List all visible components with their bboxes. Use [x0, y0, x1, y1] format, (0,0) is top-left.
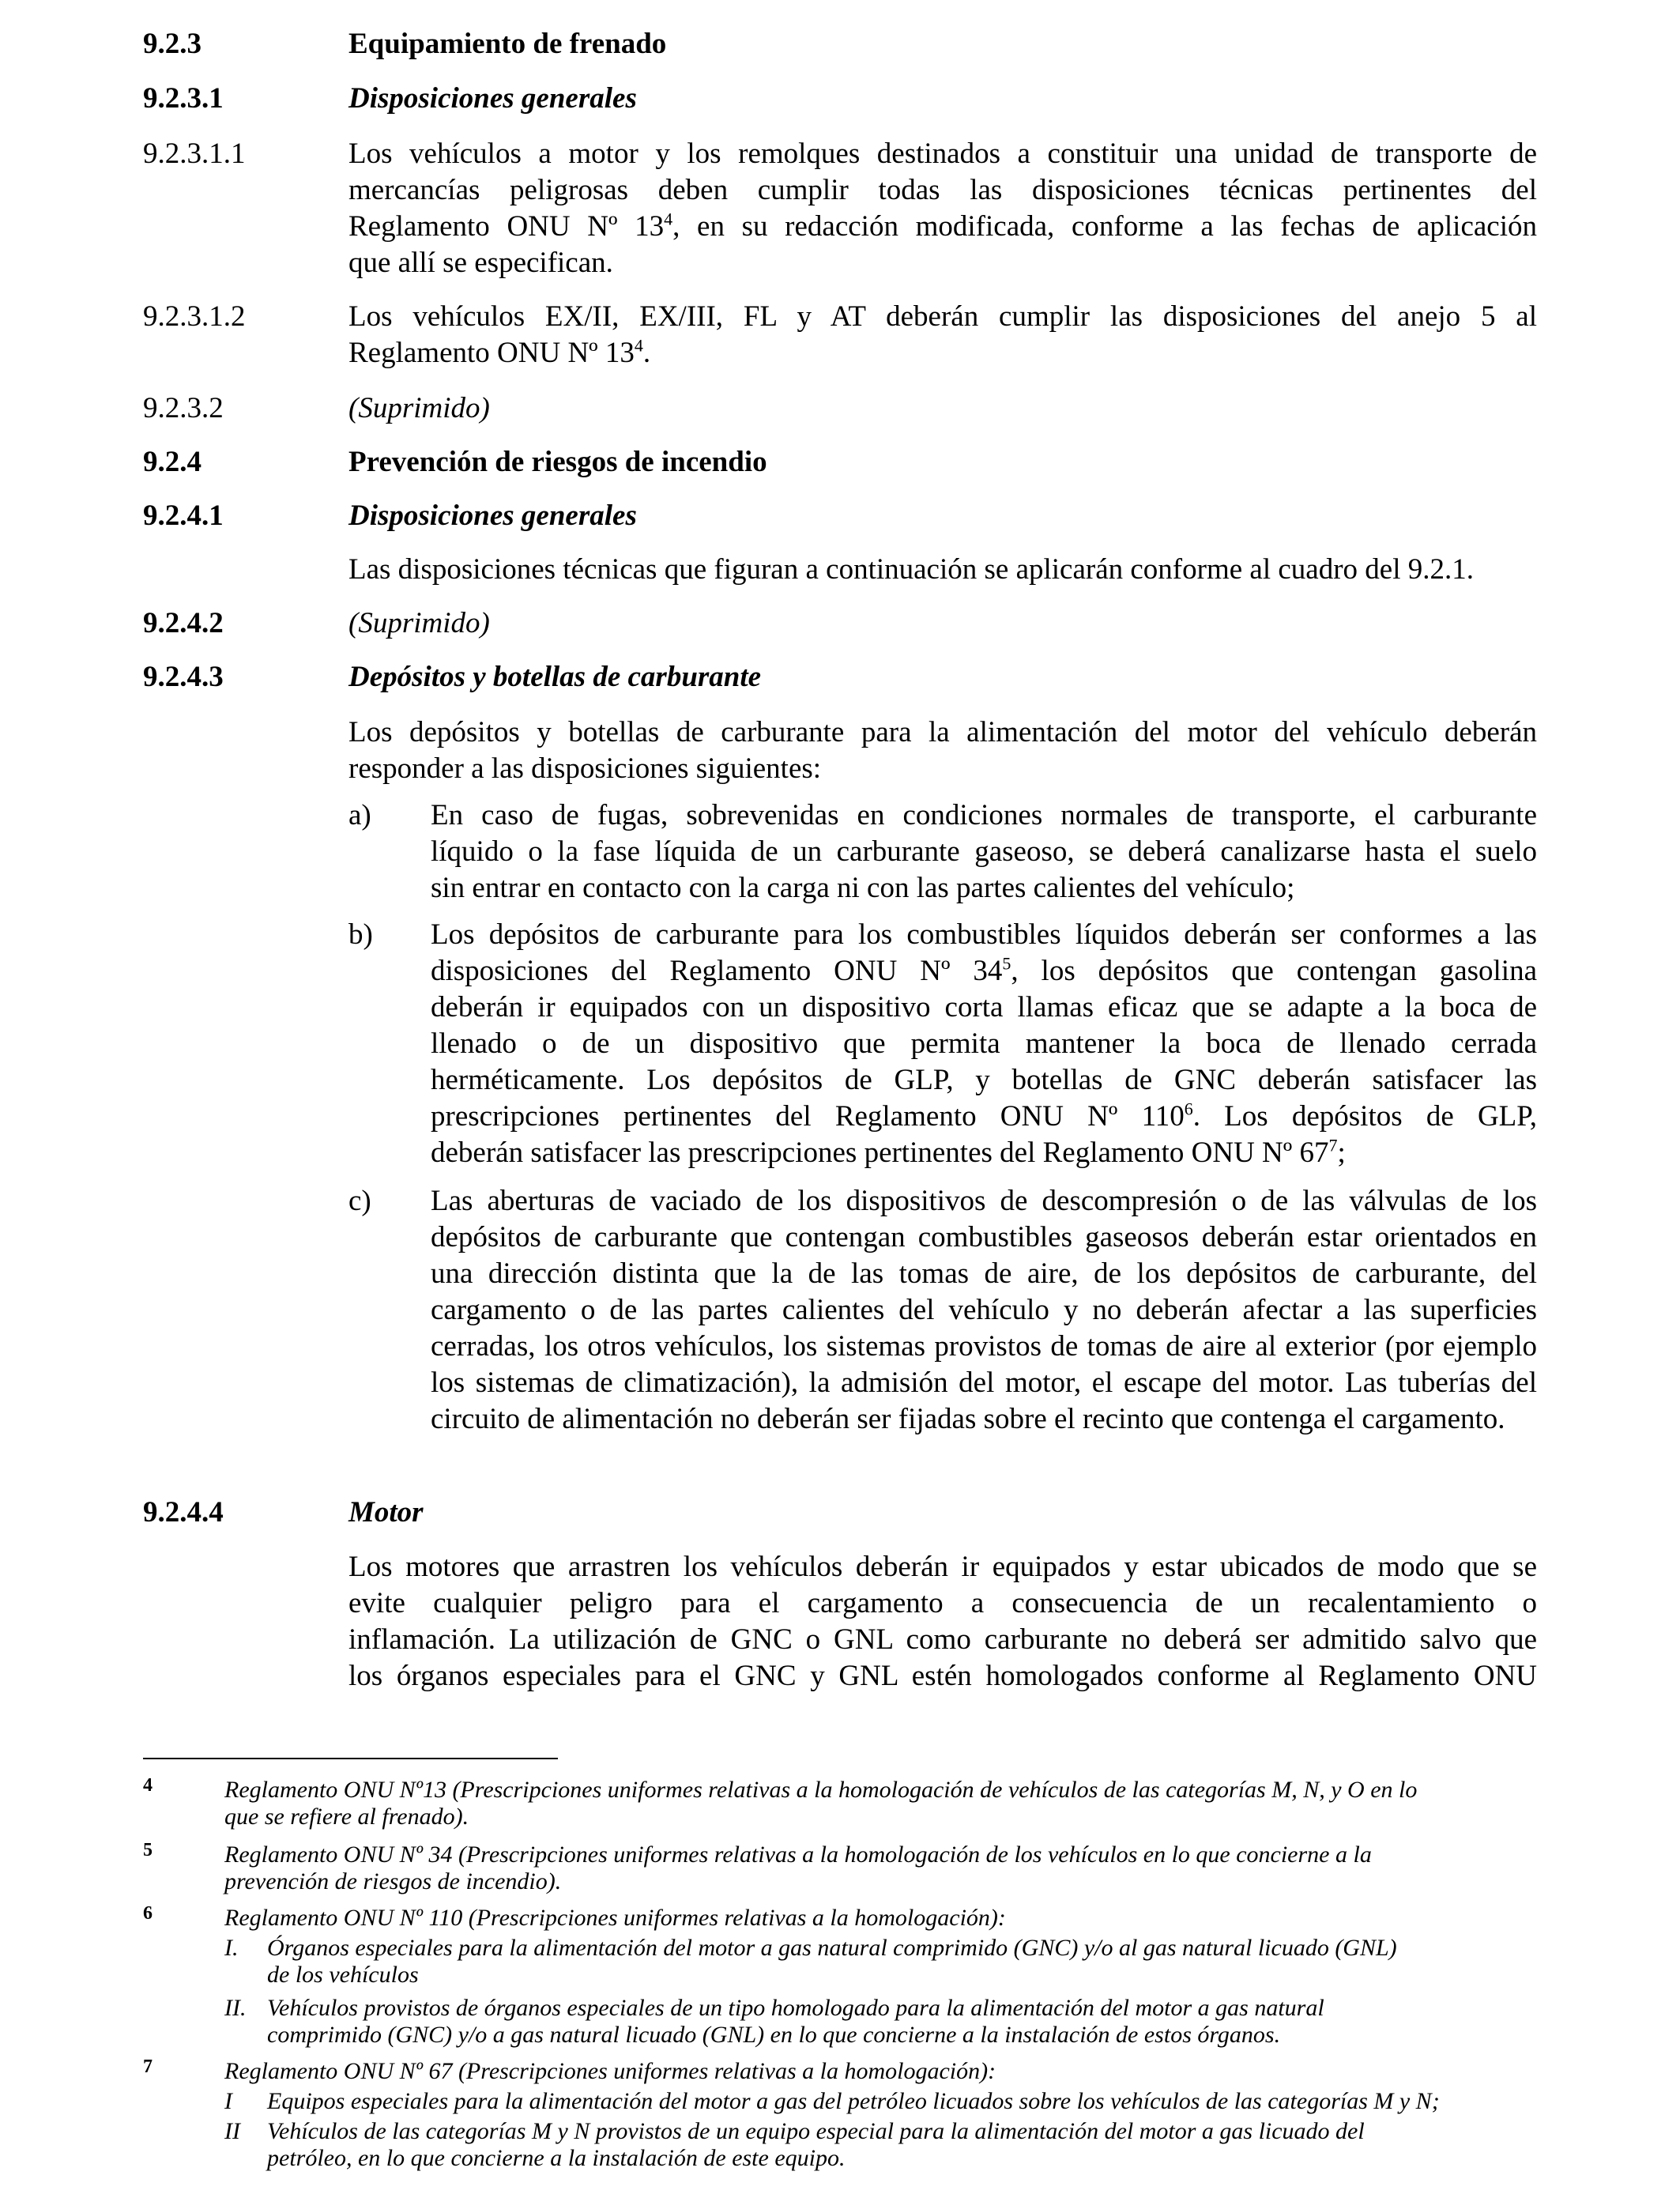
list-item-a [431, 797, 1537, 907]
text-line: Los motores que arrastren los vehículos deberán ir equipados y estar ubicados de modo que se [348, 1551, 1537, 1583]
footnote-number: 5 [143, 1840, 153, 1860]
text-line: En caso de fugas, sobrevenidas en condiciones normales de transporte, el carburante [431, 799, 1537, 831]
section-title: Equipamiento de frenado [348, 28, 667, 60]
text-line: sin entrar en contacto con la carga ni con las partes calientes del vehículo; [431, 872, 1295, 904]
text-line: Los depósitos y botellas de carburante para la alimentación del motor del vehículo deberán [348, 716, 1537, 748]
text-line: Las aberturas de vaciado de los dispositivos de descompresión o de las válvulas de los [431, 1185, 1537, 1217]
footnote-line: Reglamento ONU Nº 67 (Prescripciones uniformes relativas a la homologación): [224, 2058, 996, 2084]
text-line: deberán ir equipados con un dispositivo corta llamas eficaz que se adapte a la boca de [431, 991, 1537, 1023]
footnote-line: de los vehículos [267, 1962, 419, 1988]
footnote-number: 7 [143, 2056, 153, 2077]
paragraph-9-2-3-1-2 [348, 299, 1537, 371]
text-line: mercancías peligrosas deben cumplir todas las disposiciones técnicas pertinentes del [348, 174, 1537, 206]
text-line: herméticamente. Los depósitos de GLP, y botellas de GNC deberán satisfacer las [431, 1064, 1537, 1096]
footnote-separator [143, 1758, 558, 1759]
text-line: los sistemas de climatización), la admisión del motor, el escape del motor. Las tuberías del [431, 1367, 1537, 1399]
section-number: 9.2.4.2 [143, 607, 224, 639]
footnote-ref: 6 [1184, 1099, 1193, 1119]
footnote-ref: 4 [634, 335, 643, 356]
text-line: llenado o de un dispositivo que permita mantener la boca de llenado cerrada [431, 1027, 1537, 1060]
paragraph-9-2-3-1-1 [348, 136, 1537, 281]
footnote-ref: 5 [1002, 953, 1011, 974]
footnote-6 [224, 1905, 1536, 1932]
footnote-sublabel: II [224, 2118, 240, 2144]
section-number: 9.2.3.1.1 [143, 138, 246, 170]
text-line: responder a las disposiciones siguientes: [348, 752, 822, 785]
text-line: cerradas, los otros vehículos, los sistemas provistos de tomas de aire al exterior (por ejemplo [431, 1330, 1537, 1363]
footnote-number: 4 [143, 1775, 153, 1796]
footnote-line: Reglamento ONU Nº13 (Prescripciones uniformes relativas a la homologación de vehículos de las categorías M, N, y O en lo [224, 1777, 1418, 1803]
paragraph-9-2-4-3-intro [348, 714, 1537, 787]
footnote-line: Vehículos provistos de órganos especiales de un tipo homologado para la alimentación del motor a gas natural [267, 1995, 1324, 2021]
text-line: disposiciones del Reglamento ONU Nº $34^5$, los depósitos que contengan gasolina [431, 953, 1537, 987]
footnote-line: petróleo, en lo que concierne a la instalación de este equipo. [267, 2145, 846, 2171]
section-title: (Suprimido) [348, 607, 490, 639]
footnote-7 [224, 2058, 1536, 2085]
footnote-7-item-ii [267, 2118, 1536, 2172]
footnote-sublabel: I. [224, 1935, 239, 1961]
section-number: 9.2.4 [143, 446, 202, 478]
section-number: 9.2.3.2 [143, 392, 224, 424]
text-line: prescripciones pertinentes del Reglamento ONU Nº $110^6$. Los depósitos de GLP, [431, 1099, 1538, 1133]
text-line: deberán satisfacer las prescripciones pertinentes del Reglamento ONU Nº $67^7$; [431, 1135, 1346, 1169]
footnote-line: Reglamento ONU Nº 34 (Prescripciones uniformes relativas a la homologación de los vehículos en lo que concierne a la [224, 1842, 1372, 1868]
text-line: Los vehículos a motor y los remolques destinados a constituir una unidad de transporte de [348, 138, 1537, 170]
text-line: líquido o la fase líquida de un carburante gaseoso, se deberá canalizarse hasta el suelo [431, 835, 1537, 868]
text-line: Reglamento ONU Nº $13^4$. [348, 335, 651, 369]
text-line: los órganos especiales para el GNC y GNL estén homologados conforme al Reglamento ONU [348, 1660, 1537, 1692]
section-title: Motor [348, 1496, 424, 1529]
section-number: 9.2.4.1 [143, 499, 224, 532]
footnote-7-item-i [267, 2088, 1536, 2115]
list-item-label: b) [348, 918, 373, 951]
section-number: 9.2.3.1.2 [143, 300, 246, 333]
footnote-5 [224, 1842, 1536, 1895]
footnote-4 [224, 1777, 1536, 1830]
text-line: una dirección distinta que la de las tomas de aire, de los depósitos de carburante, del [431, 1257, 1537, 1290]
footnote-line: Vehículos de las categorías M y N provistos de un equipo especial para la alimentación del motor a gas licuado del [267, 2118, 1365, 2144]
section-title: Depósitos y botellas de carburante [348, 661, 762, 693]
list-item-b [431, 917, 1537, 1171]
footnote-number: 6 [143, 1903, 153, 1924]
text-line: inflamación. La utilización de GNC o GNL como carburante no deberá ser admitido salvo que [348, 1623, 1537, 1656]
section-title: Disposiciones generales [348, 499, 637, 532]
section-number: 9.2.3 [143, 28, 202, 60]
footnote-6-item-ii [267, 1995, 1536, 2049]
list-item-label: c) [348, 1185, 371, 1217]
footnote-ref: 4 [664, 209, 673, 229]
footnote-sublabel: II. [224, 1995, 247, 2021]
paragraph-9-2-4-1 [348, 552, 1537, 588]
footnote-sublabel: I [224, 2088, 232, 2114]
list-item-label: a) [348, 799, 371, 831]
text-line: que allí se especifican. [348, 247, 613, 279]
list-item-c [431, 1183, 1537, 1438]
footnote-ref: 7 [1328, 1135, 1338, 1155]
text-line: circuito de alimentación no deberán ser fijadas sobre el recinto que contenga el cargamento. [431, 1403, 1505, 1435]
footnote-line: Reglamento ONU Nº 110 (Prescripciones uniformes relativas a la homologación): [224, 1905, 1006, 1931]
section-number: 9.2.4.3 [143, 661, 224, 693]
text-line: Reglamento ONU Nº $13^4$, en su redacción modificada, conforme a las fechas de aplicación [348, 209, 1537, 243]
footnote-line: que se refiere al frenado). [224, 1804, 469, 1830]
text-line: Los vehículos EX/II, EX/III, FL y AT deberán cumplir las disposiciones del anejo 5 al [348, 300, 1537, 333]
footnote-line: prevención de riesgos de incendio). [224, 1868, 562, 1894]
text-line: Los depósitos de carburante para los combustibles líquidos deberán ser conformes a las [431, 918, 1537, 951]
footnote-6-item-i [267, 1935, 1536, 1989]
paragraph-9-2-4-4 [348, 1549, 1537, 1695]
section-title: Disposiciones generales [348, 82, 637, 115]
section-number: 9.2.4.4 [143, 1496, 224, 1529]
footnote-line: Equipos especiales para la alimentación del motor a gas del petróleo licuados sobre los vehículos de las categorías M y N; [267, 2088, 1440, 2114]
footnote-line: comprimido (GNC) y/o a gas natural licuado (GNL) en lo que concierne a la instalación de estos órganos. [267, 2022, 1281, 2048]
section-title: (Suprimido) [348, 392, 490, 424]
text-line: depósitos de carburante que contengan combustibles gaseosos deberán estar orientados en [431, 1221, 1537, 1253]
text-line: cargamento o de las partes calientes del vehículo y no deberán afectar a las superficies [431, 1294, 1537, 1326]
section-number: 9.2.3.1 [143, 82, 224, 115]
text-line: Las disposiciones técnicas que figuran a continuación se aplicarán conforme al cuadro del 9.2.1. [348, 553, 1474, 586]
section-title: Prevención de riesgos de incendio [348, 446, 767, 478]
text-line: evite cualquier peligro para el cargamento a consecuencia de un recalentamiento o [348, 1587, 1537, 1619]
footnote-line: Órganos especiales para la alimentación del motor a gas natural comprimido (GNC) y/o al gas natural licuado (GNL) [267, 1935, 1397, 1961]
